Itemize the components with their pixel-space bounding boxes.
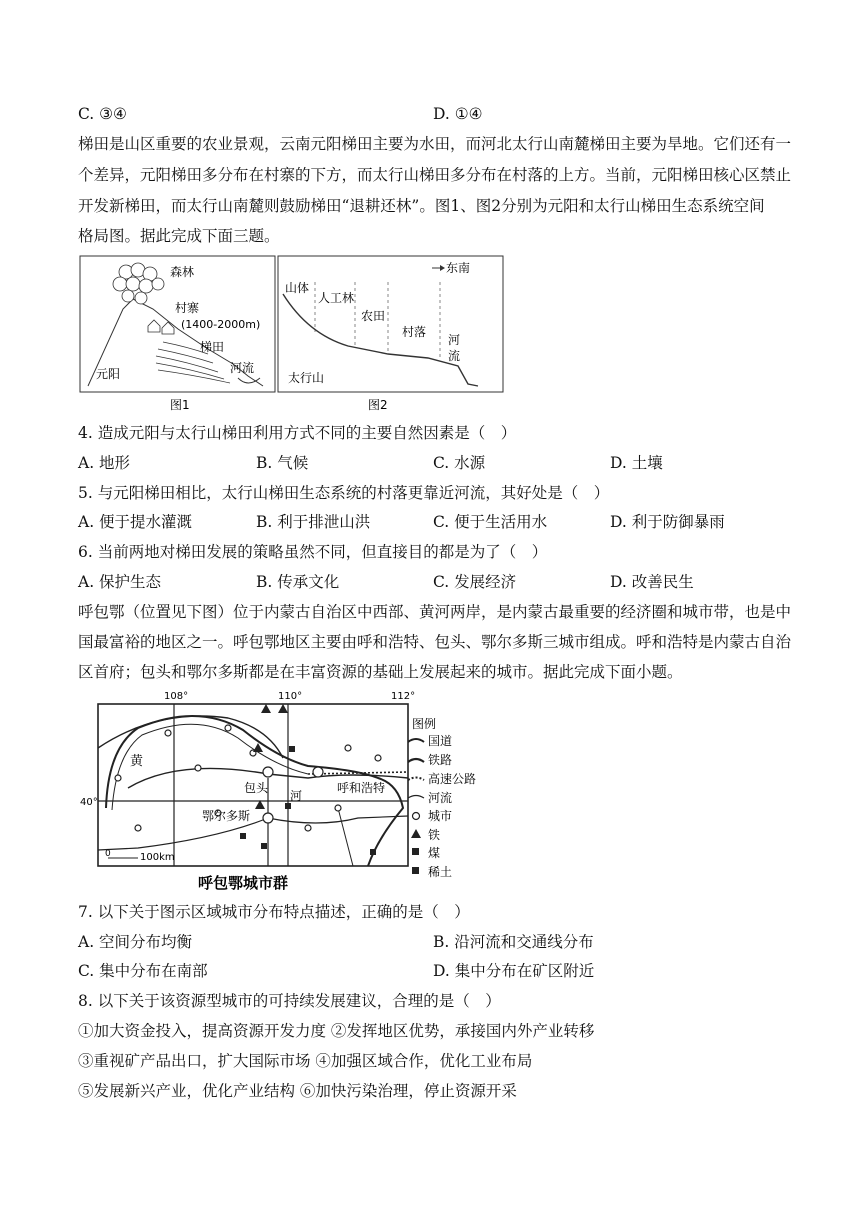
q7-option-b: B. 沿河流和交通线分布	[433, 933, 594, 951]
q8-statement-line: ⑤发展新兴产业，优化产业结构 ⑥加快污染治理，停止资源开采	[78, 1082, 517, 1100]
railway-icon	[408, 759, 424, 762]
legend-item: 国道	[428, 734, 453, 748]
iron-icon	[411, 829, 421, 838]
fig2-plantation-label: 人工林	[318, 291, 355, 305]
legend-title: 图例	[412, 717, 437, 731]
legend-item: 铁	[428, 828, 441, 842]
passage1-line: 梯田是山区重要的农业景观，云南元阳梯田主要为水田，而河北太行山南麓梯田主要为旱地。它们还有一	[78, 135, 792, 153]
legend-item: 煤	[428, 846, 441, 860]
fig2-river-label-a: 河	[448, 333, 461, 347]
map-scale-zero: 0	[105, 849, 111, 859]
fig1-place-label: 元阳	[96, 367, 121, 381]
map-baotou-label: 包头	[244, 781, 269, 795]
national-road-icon	[408, 739, 424, 742]
fig1-terrace-label: 梯田	[200, 340, 225, 354]
question-5-stem: 5. 与元阳梯田相比，太行山梯田生态系统的村落更靠近河流，其好处是（ ）	[78, 484, 610, 502]
rare-earth-icon	[412, 867, 419, 874]
q5-option-a: A. 便于提水灌溉	[78, 513, 193, 531]
map-scale-label: 100km	[140, 852, 175, 863]
question-8-stem: 8. 以下关于该资源型城市的可持续发展建议，合理的是（ ）	[78, 992, 501, 1010]
fig1-forest-label: 森林	[170, 265, 195, 279]
lon-112-label: 112°	[391, 691, 416, 702]
lon-108-label: 108°	[164, 691, 189, 702]
question-6-stem: 6. 当前两地对梯田发展的策略虽然不同，但直接目的都是为了（ ）	[78, 543, 548, 561]
fig2-river-label-b: 流	[448, 349, 461, 363]
legend-item: 铁路	[428, 753, 453, 767]
q6-option-d: D. 改善民生	[610, 573, 694, 591]
q7-option-a: A. 空间分布均衡	[78, 933, 193, 951]
passage1-line: 个差异，元阳梯田多分布在村寨的下方，而太行山梯田多分布在村落的上方。当前，元阳梯田核心区禁止	[78, 166, 792, 184]
q6-option-b: B. 传承文化	[256, 573, 340, 591]
option-d: D. ①④	[433, 105, 483, 123]
q4-option-d: D. 土壤	[610, 454, 663, 472]
city-icon	[413, 813, 420, 820]
passage2-line: 国最富裕的地区之一。呼包鄂地区主要由呼和浩特、包头、鄂尔多斯三城市组成。呼和浩特是内蒙古自治	[78, 633, 792, 651]
question-7-stem: 7. 以下关于图示区域城市分布特点描述，正确的是（ ）	[78, 903, 470, 921]
fig2-farmland-label: 农田	[361, 309, 386, 323]
river-icon	[408, 796, 424, 799]
fig2-direction-label: 东南	[446, 261, 471, 275]
passage2-line: 呼包鄂（位置见下图）位于内蒙古自治区中西部、黄河两岸，是内蒙古最重要的经济圈和城市带，也是中	[78, 603, 792, 621]
passage1-line: 开发新梯田，而太行山南麓则鼓励梯田“退耕还林”。图1、图2分别为元阳和太行山梯田生态系统空间	[78, 197, 765, 215]
q4-option-c: C. 水源	[433, 454, 486, 472]
fig2-village-label: 村落	[402, 325, 427, 339]
q5-option-c: C. 便于生活用水	[433, 513, 548, 531]
q8-statement-line: ①加大资金投入，提高资源开发力度 ②发挥地区优势，承接国内外产业转移	[78, 1022, 595, 1040]
legend-item: 城市	[428, 809, 453, 823]
map-hohhot-label: 呼和浩特	[337, 781, 386, 795]
terrace-figures	[78, 254, 508, 416]
fig2-caption: 图2	[368, 398, 388, 412]
fig2-place-label: 太行山	[288, 371, 325, 385]
map-yellow-river-label: 黄	[130, 754, 144, 769]
lon-110-label: 110°	[278, 691, 303, 702]
map-title: 呼包鄂城市群	[198, 874, 289, 892]
coal-icon	[412, 848, 419, 855]
lat-40-label: 40°	[80, 797, 98, 808]
q4-option-b: B. 气候	[256, 454, 309, 472]
hubaoe-map	[78, 688, 498, 894]
q8-statement-line: ③重视矿产品出口，扩大国际市场 ④加强区域合作，优化工业布局	[78, 1052, 533, 1070]
passage1-line: 格局图。据此完成下面三题。	[78, 227, 280, 245]
q5-option-b: B. 利于排泄山洪	[256, 513, 371, 531]
q7-option-d: D. 集中分布在矿区附近	[433, 962, 595, 980]
expressway-icon	[408, 778, 424, 781]
q7-option-c: C. 集中分布在南部	[78, 962, 208, 980]
map-ordos-label: 鄂尔多斯	[202, 809, 251, 823]
fig1-elevation-label: (1400-2000m)	[181, 318, 261, 331]
fig1-village-label: 村寨	[175, 301, 200, 315]
option-c: C. ③④	[78, 105, 127, 123]
q6-option-a: A. 保护生态	[78, 573, 162, 591]
map-river-label: 河	[290, 789, 303, 803]
legend-item: 高速公路	[428, 772, 477, 786]
fig2-mountain-label: 山体	[285, 281, 310, 295]
passage2-line: 区首府；包头和鄂尔多斯都是在丰富资源的基础上发展起来的城市。据此完成下面小题。	[78, 663, 683, 681]
fig1-river-label: 河流	[230, 361, 255, 375]
legend-item: 河流	[428, 791, 453, 805]
fig1-caption: 图1	[170, 398, 190, 412]
q4-option-a: A. 地形	[78, 454, 131, 472]
question-4-stem: 4. 造成元阳与太行山梯田利用方式不同的主要自然因素是（ ）	[78, 424, 517, 442]
q5-option-d: D. 利于防御暴雨	[610, 513, 725, 531]
q6-option-c: C. 发展经济	[433, 573, 517, 591]
legend-item: 稀土	[428, 865, 453, 879]
forest-icon	[113, 263, 164, 304]
legend	[408, 734, 476, 879]
